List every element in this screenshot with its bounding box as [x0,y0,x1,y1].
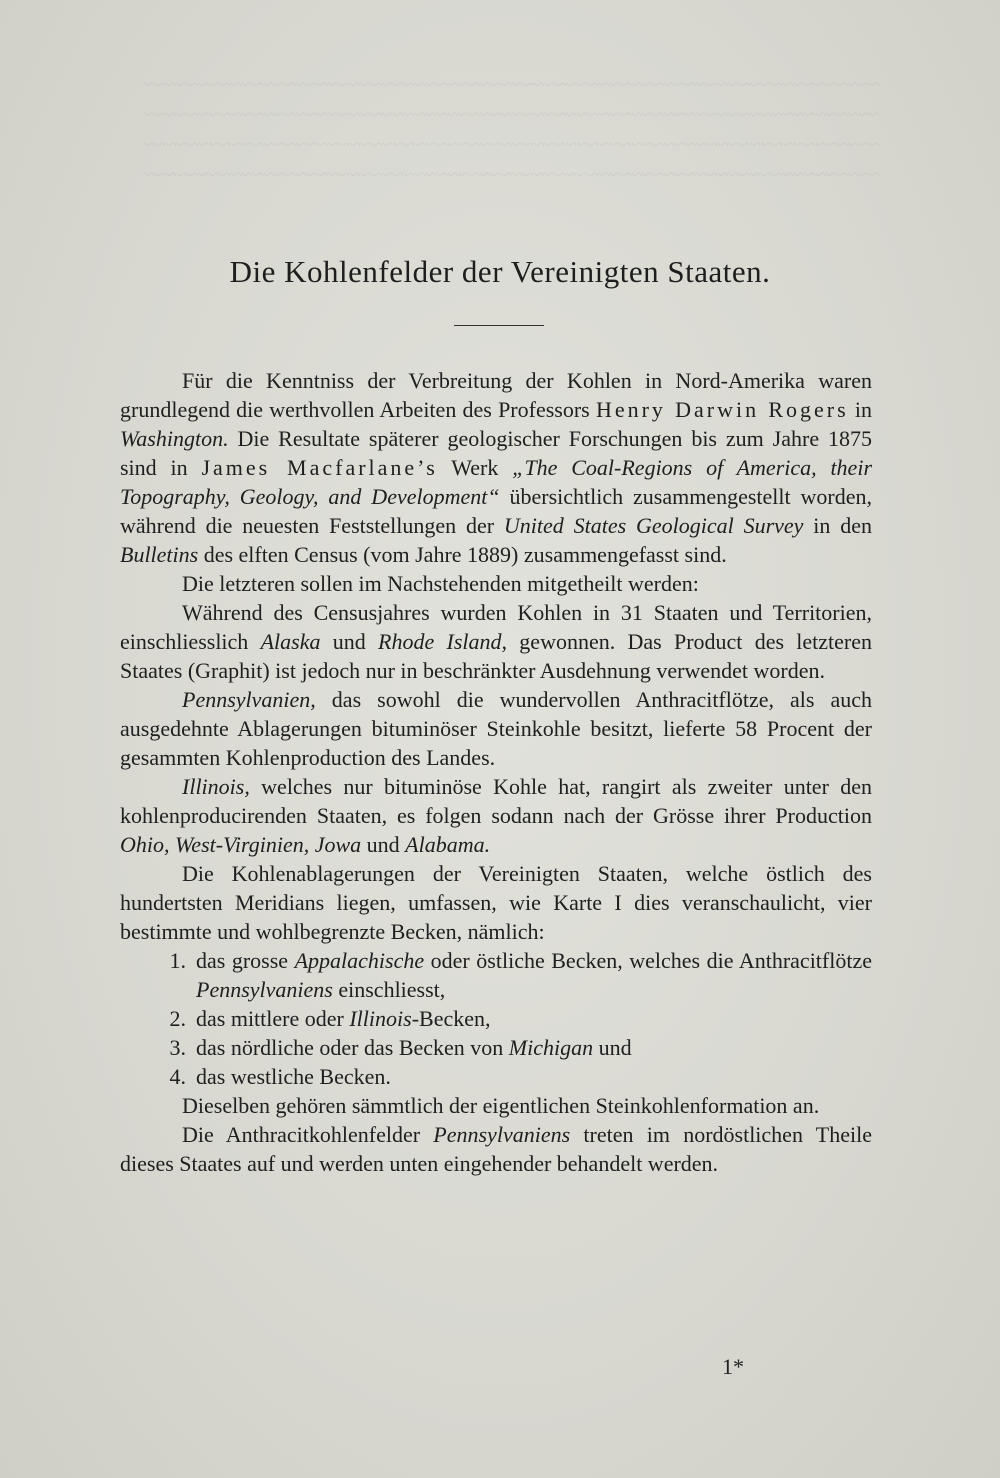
list-number: 3. [169,1035,186,1060]
italic-term: Appalachische [294,948,425,973]
italic-place: Pennsylvaniens [196,977,333,1002]
text-run: das sowohl die wundervollen Anthracitflötze, als auch ausgedehnte Ablagerungen bituminöser Steinkohle besitzt, lieferte 58 Procent der gesammten Kohlenproduction des Landes. [120,687,872,770]
spaced-name: Henry Darwin Rogers [595,397,849,422]
signature-mark: 1* [722,1354,744,1379]
paragraph [120,366,872,569]
italic-book-title: „The Coal-Regions of America, their Topography, Geology, and Development“ [120,455,873,509]
list-number: 1. [169,948,186,973]
text-run: Die Anthracitkohlenfelder [182,1122,434,1147]
paragraph: Die Kohlenablagerungen der Vereinigten Staaten, welche östlich des hundertsten Meridians liegen, umfassen, wie Karte I dies veranschaulicht, vier bestimmte und wohlbegrenzte Becken, nämlich: [120,861,872,944]
text-run: das westliche Becken. [196,1064,391,1089]
text-run: und [361,832,406,857]
italic-place: Alabama. [405,832,491,857]
text-run: das mittlere oder [196,1006,350,1031]
title-rule [454,325,544,326]
paragraph [120,1120,872,1178]
text-run: oder östliche Becken, welches die Anthracitflötze [424,948,872,973]
paragraph: Dieselben gehören sämmtlich der eigentlichen Steinkohlenformation an. [182,1093,820,1118]
text-run: einschliesst, [332,977,446,1002]
text-run: Während des Censusjahres wurden Kohlen in 31 Staaten und Territorien, einschliesslich [120,600,872,654]
text-run: und [593,1035,632,1060]
text-run: -Becken, [411,1006,491,1031]
list-item [120,946,872,1004]
italic-place: Pennsylvaniens [433,1122,571,1147]
italic-organisation: United States Geological Survey [503,513,804,538]
italic-term: Bulletins [120,542,199,567]
list-item [120,1033,872,1062]
paragraph [120,685,872,772]
list-item [120,1004,872,1033]
text-run: Werk [437,455,513,480]
text-run: Für die Kenntniss der Verbreitung der Kohlen in Nord-Amerika waren grundlegend die werthvollen Arbeiten des Professors [120,368,872,422]
paragraph: Die letzteren sollen im Nachstehenden mitgetheilt werden: [182,571,699,596]
list-text [196,1033,872,1062]
list-text [196,1062,872,1091]
text-run: in [848,397,872,422]
italic-place: Rhode Island, [378,629,508,654]
italic-place: Alaska [260,629,321,654]
page-title: Die Kohlenfelder der Vereinigten Staaten. [229,254,771,289]
show-through-text: ~~~~~~~~~~~~~~~~~~~~~~~~~~~~~~~~~~~~~~~~~~~~~~~~~~~~~~~~~~~~~~~~~~~~ ~~~~~~~~~~~~~~~~~~~~~~~~~~~~~~~~~~~~~~~~~~~~~~~~~~~~~~~~~~~~~~~~~~~~ ~~~~~~~~~~~~~~~~~~~~~~~~~~~~~~~~~~~~~~~~~~~~~~~~~~~~~~~~~~~~~~~~~~~~ ~~~~~~~~~~~~~~~~~~~~~~~~~~~~~~~~~~~~~~~~~~~~~~~~~~~~~~~~~~~~~~~~~~~~ [144,74,880,186]
text-run: übersichtlich zusammengestellt worden, während die neuesten Feststellungen der [120,484,873,538]
italic-place: Ohio, West-Virginien, Jowa [120,832,362,857]
list-item [120,1062,872,1091]
body-text [120,366,872,1178]
list-text [196,946,872,1004]
italic-place: Washington. [120,426,229,451]
text-run: des elften Census (vom Jahre 1889) zusammengefasst sind. [198,542,727,567]
list-number: 2. [169,1006,186,1031]
text-run: das nördliche oder das Becken von [196,1035,509,1060]
text-run: und [320,629,379,654]
text-run: in den [803,513,872,538]
text-run: treten im nordöstlichen Theile dieses Staates auf und werden unten eingehender behandelt werden. [120,1122,872,1176]
text-run: das grosse [196,948,295,973]
italic-place: Michigan [508,1035,594,1060]
spaced-name: James Macfarlane’s [201,455,438,480]
list-text [196,1004,872,1033]
italic-place: Pennsylvanien, [182,687,316,712]
italic-place: Illinois [349,1006,412,1031]
text-run: welches nur bituminöse Kohle hat, rangirt als zweiter unter den kohlenproducirenden Staaten, es folgen sodann nach der Grösse ihrer Production [120,774,872,828]
list-number: 4. [169,1064,186,1089]
paragraph [120,772,872,859]
text-run: Die Resultate späterer geologischer Forschungen bis zum Jahre 1875 sind in [120,426,872,480]
text-run: gewonnen. Das Product des letzteren Staates (Graphit) ist jedoch nur in beschränkter Ausdehnung verwendet worden. [120,629,873,683]
paragraph [120,598,872,685]
italic-place: Illinois, [182,774,250,799]
